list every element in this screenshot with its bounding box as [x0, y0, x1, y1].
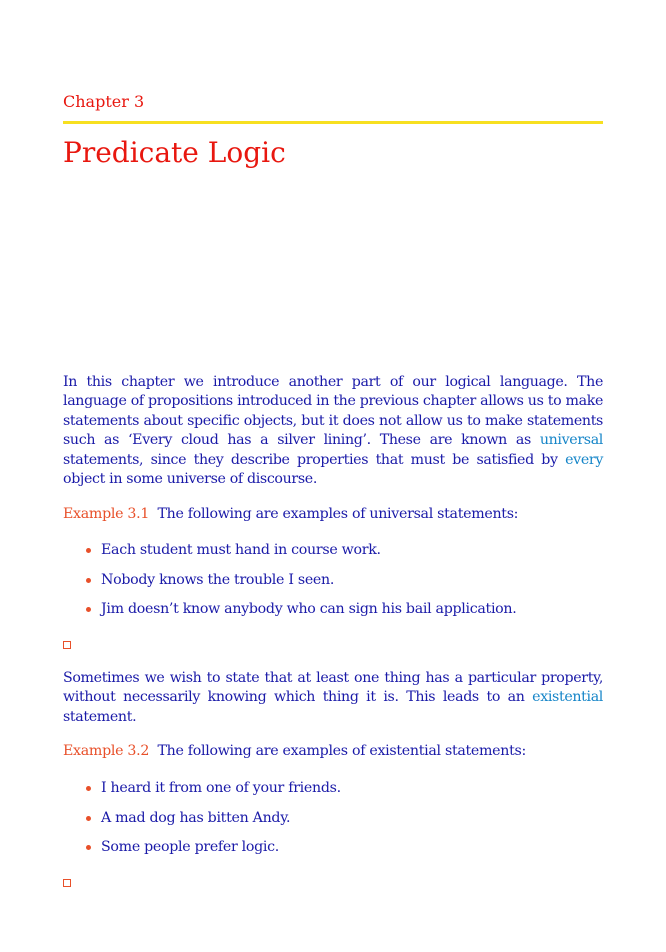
end-of-example-icon [63, 641, 71, 649]
keyword-existential: existential [532, 689, 603, 706]
middle-text-1: Sometimes we wish to state that at least one thing has a particular property, without necessarily knowing which thing it is. This leads to an [63, 670, 603, 706]
keyword-every: every [565, 451, 603, 468]
chapter-rule [63, 121, 603, 124]
bullet-icon [86, 607, 91, 612]
list-item: Some people prefer logic. [86, 838, 341, 868]
list-item: Jim doesn’t know anybody who can sign his bail application. [86, 600, 516, 630]
example-3-2-list [86, 779, 341, 868]
chapter-title: Predicate Logic [63, 136, 286, 169]
existential-paragraph [63, 669, 603, 727]
intro-paragraph [63, 373, 603, 489]
chapter-label: Chapter 3 [63, 92, 145, 111]
bullet-icon [86, 578, 91, 583]
keyword-universal: universal [539, 432, 603, 449]
end-of-example-icon [63, 879, 71, 887]
example-intro: The following are examples of universal statements: [157, 506, 519, 522]
list-item: Each student must hand in course work. [86, 541, 516, 571]
bullet-icon [86, 845, 91, 850]
example-3-1-heading [63, 506, 518, 522]
list-item: I heard it from one of your friends. [86, 779, 341, 809]
example-3-2-heading [63, 743, 526, 759]
list-item: Nobody knows the trouble I seen. [86, 571, 516, 601]
bullet-icon [86, 786, 91, 791]
list-item: A mad dog has bitten Andy. [86, 809, 341, 839]
intro-text-2: statements, since they describe properties that must be satisfied by [63, 451, 566, 468]
middle-text-2: statement. [63, 708, 137, 725]
bullet-icon [86, 816, 91, 821]
bullet-icon [86, 548, 91, 553]
example-intro: The following are examples of existential statements: [157, 743, 526, 759]
example-3-1-list [86, 541, 516, 630]
intro-text-1: In this chapter we introduce another part of our logical language. The language of propositions introduced in the previous chapter allows us to make statements about specific objects, but it does not allow us to make statements such as ‘Every cloud has a silver lining’. These are known as [63, 374, 603, 449]
intro-text-3: object in some universe of discourse. [63, 471, 317, 488]
example-label: Example 3.2 [63, 743, 150, 759]
example-label: Example 3.1 [63, 506, 150, 522]
